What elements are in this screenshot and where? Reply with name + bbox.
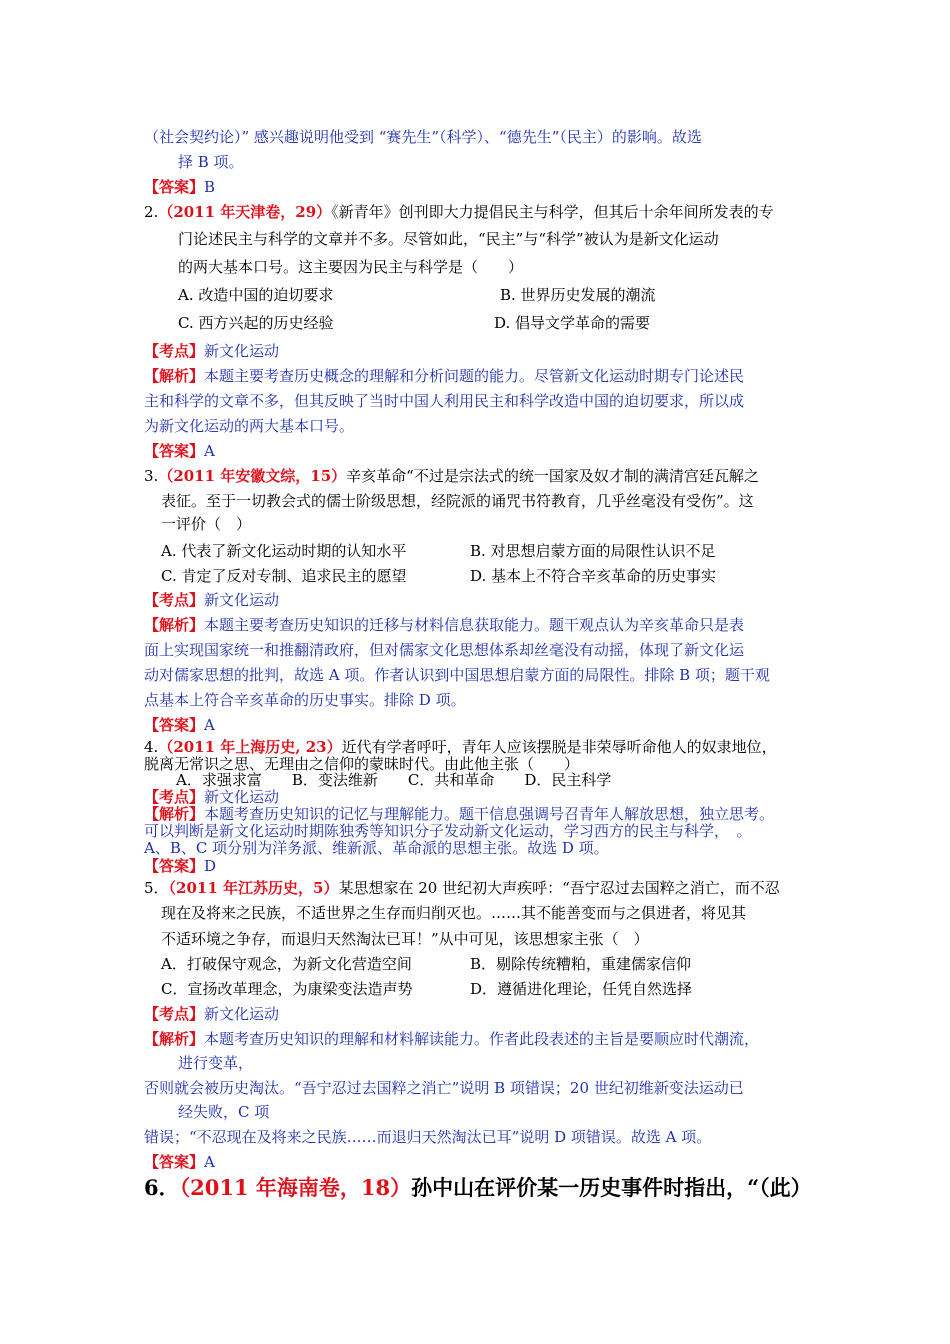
- question-text: 孙中山在评价某一历史事件时指出，“（此）: [411, 1175, 812, 1200]
- answer-value: A: [204, 716, 215, 734]
- question-source: （2011 年海南卷，18）: [179, 1175, 412, 1200]
- question-text: 《新青年》创刊即大力提倡民主与科学，但其后十余年间所发表的专: [331, 203, 774, 221]
- question-number: 6．: [144, 1175, 180, 1200]
- analysis-row: [144, 1029, 759, 1049]
- point-value: 新文化运动: [204, 591, 280, 609]
- analysis-label: 【解析】: [144, 805, 205, 823]
- question-2-stem: [144, 202, 774, 222]
- option-d: D．遵循进化理论，任凭自然选择: [470, 980, 693, 998]
- analysis-text: 面上实现国家统一和推翻清政府，但对儒家文化思想体系却丝毫没有动摇，体现了新文化运: [144, 641, 745, 659]
- point-label: 【考点】: [144, 591, 205, 609]
- option-c: C．宣扬改革理念，为康梁变法造声势: [161, 980, 413, 998]
- question-4-stem: [144, 738, 777, 756]
- question-text: 现在及将来之民族，不适世界之生存而归削灭也。……其不能善变而与之俱进者，将见其: [161, 904, 747, 922]
- intro-line: 择 B 项。: [178, 153, 244, 171]
- question-source: （2011 年安徽文综，15）: [158, 467, 347, 485]
- answer-label: 【答案】: [144, 178, 205, 196]
- point-row: [144, 590, 279, 610]
- answer-value: B: [204, 178, 216, 196]
- answer-row: [144, 1152, 215, 1172]
- point-row: [144, 1004, 279, 1024]
- question-number: 5．: [144, 879, 169, 897]
- answer-value: A: [204, 442, 215, 460]
- analysis-text: 可以判断是新文化运动时期陈独秀等知识分子发动新文化运动，学习西方的民主与科学， 。: [144, 822, 752, 840]
- question-number: 2.: [144, 203, 159, 221]
- analysis-text: A、B、C 项分别为洋务派、维新派、革命派的思想主张。故选 D 项。: [144, 839, 609, 857]
- options-row: A．求强求富 B．变法维新 C．共和革命 D．民主科学: [176, 771, 612, 789]
- question-text: 的两大基本口号。这主要因为民主与科学是（ ）: [178, 258, 524, 276]
- question-text: 表征。至于一切教会式的儒士阶级思想，经院派的诵咒书符教育，几乎丝毫没有受伤”。这: [161, 492, 754, 510]
- analysis-text: 经失败，C 项: [178, 1103, 270, 1121]
- answer-value: A: [204, 1153, 215, 1171]
- point-value: 新文化运动: [204, 342, 280, 360]
- question-source: （2011 年上海历史, 23）: [158, 738, 342, 756]
- option-a: A. 代表了新文化运动时期的认知水平: [161, 542, 407, 560]
- answer-label: 【答案】: [144, 1153, 205, 1171]
- analysis-row: [144, 615, 744, 635]
- question-text: 脱离无常识之思、无理由之信仰的蒙昧时代。由此他主张（ ）: [144, 755, 580, 773]
- answer-label: 【答案】: [144, 716, 205, 734]
- point-value: 新文化运动: [204, 788, 280, 806]
- point-label: 【考点】: [144, 788, 205, 806]
- option-d: D. 基本上不符合辛亥革命的历史事实: [470, 567, 717, 585]
- option-b: B. 世界历史发展的潮流: [500, 286, 656, 304]
- question-text: 近代有学者呼吁，青年人应该摆脱是非荣辱听命他人的奴隶地位，: [341, 738, 777, 756]
- option-c: C. 西方兴起的历史经验: [178, 314, 334, 332]
- analysis-label: 【解析】: [144, 1030, 205, 1048]
- question-text: 某思想家在 20 世纪初大声疾呼：“吾宁忍过去国粹之消亡，而不忍: [338, 879, 780, 897]
- point-row: [144, 341, 279, 361]
- answer-row: [144, 715, 215, 735]
- analysis-text: 主和科学的文章不多，但其反映了当时中国人利用民主和科学改造中国的迫切要求，所以成: [144, 392, 745, 410]
- question-number: 3.: [144, 467, 159, 485]
- analysis-text: 否则就会被历史淘汰。“吾宁忍过去国粹之消亡”说明 B 项错误；20 世纪初维新变法运动已: [144, 1079, 744, 1097]
- answer-row: [144, 857, 216, 875]
- option-b: B. 对思想启蒙方面的局限性认识不足: [470, 542, 716, 560]
- answer-label: 【答案】: [144, 857, 205, 875]
- option-b: B．剔除传统糟粕，重建儒家信仰: [470, 955, 692, 973]
- question-text: 门论述民主与科学的文章并不多。尽管如此，“民主”与“科学”被认为是新文化运动: [178, 230, 719, 248]
- option-d: D. 倡导文学革命的需要: [494, 314, 651, 332]
- question-text: 辛亥革命“不过是宗法式的统一国家及奴才制的满清宫廷瓦解之: [346, 467, 759, 485]
- analysis-label: 【解析】: [144, 616, 205, 634]
- question-text: 一评价（ ）: [161, 515, 252, 533]
- point-row: [144, 788, 279, 806]
- answer-row: [144, 177, 215, 197]
- answer-row: [144, 441, 215, 461]
- option-c: C. 肯定了反对专制、追求民主的愿望: [161, 567, 407, 585]
- question-6-stem: [144, 1174, 812, 1202]
- analysis-text: 本题考查历史知识的理解和材料解读能力。作者此段表述的主旨是要顺应时代潮流，: [204, 1030, 760, 1048]
- intro-line: （社会契约论）” 感兴趣说明他受到 “赛先生”（科学）、“德先生”（民主）的影响。故选: [144, 128, 702, 146]
- question-source: （2011 年江苏历史，5）: [168, 879, 339, 897]
- analysis-text: 为新文化运动的两大基本口号。: [144, 417, 355, 435]
- analysis-text: 本题主要考查历史概念的理解和分析问题的能力。尽管新文化运动时期专门论述民: [204, 367, 745, 385]
- point-label: 【考点】: [144, 342, 205, 360]
- analysis-label: 【解析】: [144, 367, 205, 385]
- analysis-text: 本题主要考查历史知识的迁移与材料信息获取能力。题干观点认为辛亥革命只是表: [204, 616, 745, 634]
- analysis-text: 本题考查历史知识的记忆与理解能力。题干信息强调号召青年人解放思想，独立思考。: [204, 805, 775, 823]
- point-value: 新文化运动: [204, 1005, 280, 1023]
- question-5-stem: [144, 878, 780, 898]
- answer-label: 【答案】: [144, 442, 205, 460]
- analysis-text: 错误；“不忍现在及将来之民族……而退归天然淘汰已耳”说明 D 项错误。故选 A 项。: [144, 1128, 712, 1146]
- analysis-row: [144, 366, 744, 386]
- question-number: 4.: [144, 738, 159, 756]
- point-label: 【考点】: [144, 1005, 205, 1023]
- question-text: 不适环境之争存，而退归天然淘汰已耳！”从中可见，该思想家主张（ ）: [161, 930, 649, 948]
- analysis-text: 进行变革，: [178, 1054, 254, 1072]
- question-3-stem: [144, 466, 759, 486]
- analysis-text: 动对儒家思想的批判，故选 A 项。作者认识到中国思想启蒙方面的局限性。排除 B 项；题干观: [144, 666, 770, 684]
- option-a: A．打破保守观念，为新文化营造空间: [161, 955, 412, 973]
- analysis-text: 点基本上符合辛亥革命的历史事实。排除 D 项。: [144, 691, 466, 709]
- analysis-row: [144, 805, 774, 823]
- question-source: （2011 年天津卷，29）: [158, 203, 332, 221]
- answer-value: D: [204, 857, 217, 875]
- option-a: A. 改造中国的迫切要求: [178, 286, 334, 304]
